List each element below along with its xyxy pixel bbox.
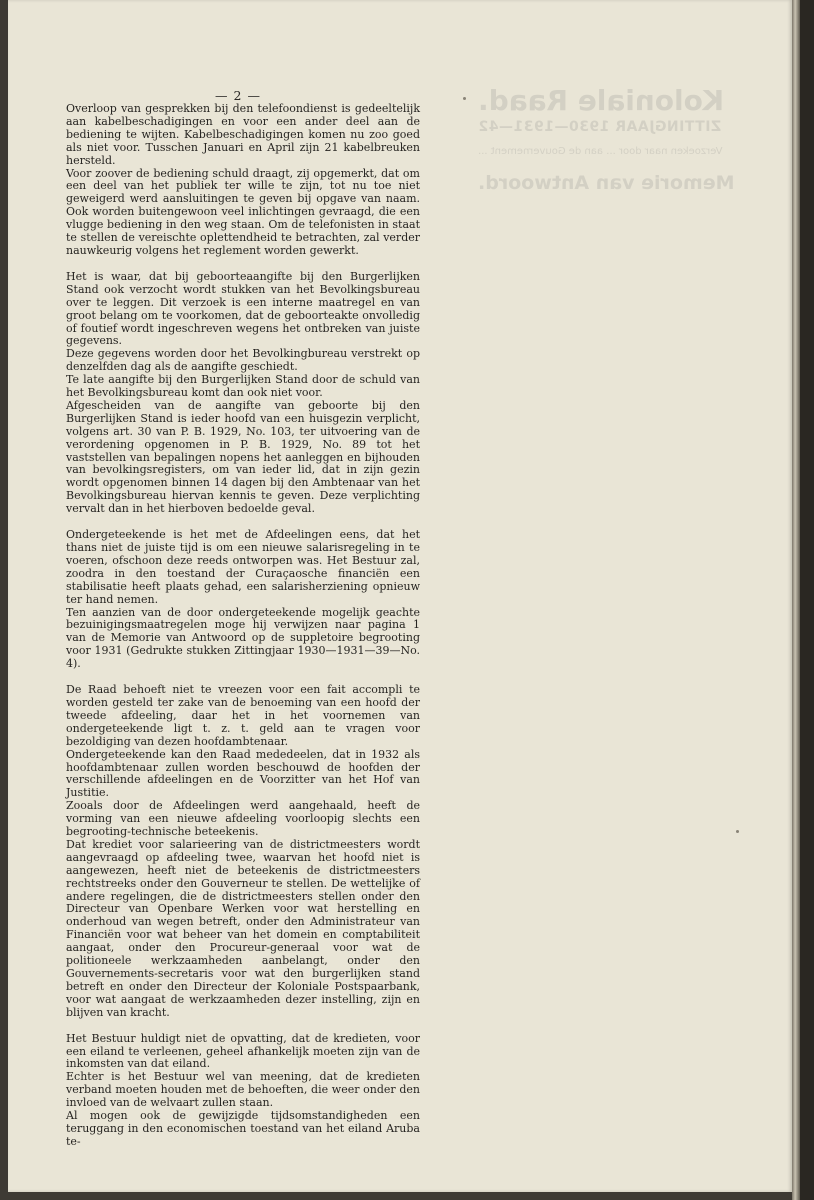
paragraph: Afgescheiden van de aangifte van geboorte bij den Burgerlijken Stand is ieder hoofd van een huisgezin verplicht, volgens art. 30 van P. B. 1929, No. 103, ter uitvoering van de verordening opgenomen in P. B. 1929, No. 89 tot het vaststellen van bepalingen nopens het aanleggen en bijhouden van bevolkingsregisters, om van ieder lid, dat in zijn gezin wordt opgenomen binnen 14 dagen bij den Ambtenaar van het Bevolkingsbureau hiervan kennis te geven. Deze verplichting vervalt dan in het hierboven bedoelde geval. [66,398,420,516]
paragraph: Deze gegevens worden door het Bevolkingbureau verstrekt op denzelfden dag als de aangifte geschiedt. [66,347,420,374]
paragraph: Ondergeteekende kan den Raad mededeelen, dat in 1932 als hoofdambtenaar zullen worden beschouwd de hoofden der verschillende afdeelingen en de Voorzitter van het Hof van Justitie. [66,747,420,800]
paragraph-gap [66,1020,420,1033]
paragraph: Overloop van gesprekken bij den telefoondienst is gedeeltelijk aan kabelbeschadigingen en voor een ander deel aan de bediening te wijten. Kabelbeschadigingen komen nu zoo goed als niet voor. Tusschen Januari en April zijn 21 kabelbreuken hersteld. [66,102,420,167]
page-edge [792,0,800,1200]
paragraph: Zooals door de Afdeelingen werd aangehaald, heeft de vorming van een nieuwe afdeeling voorloopig slechts een begrooting-technische beteekenis. [66,799,420,839]
paragraph: Het Bestuur huldigt niet de opvatting, dat de kredieten, voor een eiland te verleenen, geheel afhankelijk moeten zijn van de inkomsten van dat eiland. [66,1031,420,1071]
paragraph: Het is waar, dat bij geboorteaangifte bij den Burgerlijken Stand ook verzocht wordt stukken van het Bevolkingsbureau over te leggen. Dit verzoek is een interne maatregel en van groot belang om te voorkomen, dat de geboorteakte onvolledig of foutief wordt ingeschreven wegens het ontbreken van juiste gegevens. [66,269,420,348]
paragraph: Echter is het Bestuur wel van meening, dat de kredieten verband moeten houden met de behoeften, die weer onder den invloed van de welvaart zullen staan. [66,1070,420,1110]
paragraph: Ten aanzien van de door ondergeteekende mogelijk geachte bezuinigingsmaatregelen moge hij verwijzen naar pagina 1 van de Memorie van Antwoord op de suppletoire begrooting voor 1931 (Gedrukte stukken Zittingjaar 1930—1931—39—No. 4). [66,605,420,671]
bleed-through-text [478,84,778,254]
speck [463,97,466,100]
bleed-subtitle: ZITTINGJAAR 1930—1931—42 [478,119,722,135]
document-page [8,0,792,1192]
page-number: — 2 — [215,88,261,103]
paragraph: De Raad behoeft niet te vreezen voor een fait accompli te worden gesteld ter zake van de benoeming van een hoofd der tweede afdeeling, daar het in het voornemen van ondergeteekende ligt t. z. t. geld aan te vragen voor bezoldiging van dezen hoofdambtenaar. [66,683,420,748]
paragraph: Te late aangifte bij den Burgerlijken Stand door de schuld van het Bevolkingsbureau komt dan ook niet voor. [66,373,420,400]
paragraph: Ondergeteekende is het met de Afdeelingen eens, dat het thans niet de juiste tijd is om een nieuwe salarisregeling in te voeren, ofschoon deze reeds ontworpen was. Het Bestuur zal, zoodra in den toestand der Curaçaosche financiën een stabilisatie heeft plaats gehad, een salarisherziening opnieuw ter hand nemen. [66,528,420,606]
bleed-title: Koloniale Raad. [478,84,725,117]
body-text [66,103,420,1149]
paragraph-gap [66,258,420,271]
scan-border [800,0,814,1200]
bleed-notice: Verzoeken naar door ... aan de Gouvernement ... [478,146,723,157]
speck [736,830,739,833]
paragraph: Al mogen ook de gewijzigde tijdsomstandigheden een teruggang in den economischen toestand van het eiland Aruba te- [66,1109,420,1148]
bleed-heading: Memorie van Antwoord. [478,172,735,194]
paragraph: Dat krediet voor salarieering van de districtmeesters wordt aangevraagd op afdeeling twee, waarvan het hoofd niet is aangewezen, heeft niet de beteekenis de districtmeesters rechtstreeks onder den Gouverneur te stellen. De wettelijke of andere regelingen, die de districtmeesters stellen onder den Directeur van Openbare Werken voor wat herstelling en onderhoud van wegen betreft, onder den Administrateur van Financiën voor wat beheer van het domein en comptabiliteit aangaat, onder den Procureur-generaal voor wat de politioneele werkzaamheden aanbelangt, onder den Gouvernements-secretaris voor wat den burgerlijken stand betreft en onder den Directeur der Koloniale Postspaarbank, voor wat aangaat de werkzaamheden dezer instelling, zijn en blijven van kracht. [66,837,420,1019]
paragraph: Voor zoover de bediening schuld draagt, zij opgemerkt, dat om een deel van het publiek ter wille te zijn, tot nu toe niet geweigerd werd aansluitingen te geven bij opgave van naam. Ook worden buitengewoon veel inlichtingen gevraagd, die een vlugge bediening in den weg staan. Om de telefonisten in staat te stellen de vereischte oplettendheid te betrachten, zal verder nauwkeurig volgens het reglement worden gewerkt. [66,166,420,257]
